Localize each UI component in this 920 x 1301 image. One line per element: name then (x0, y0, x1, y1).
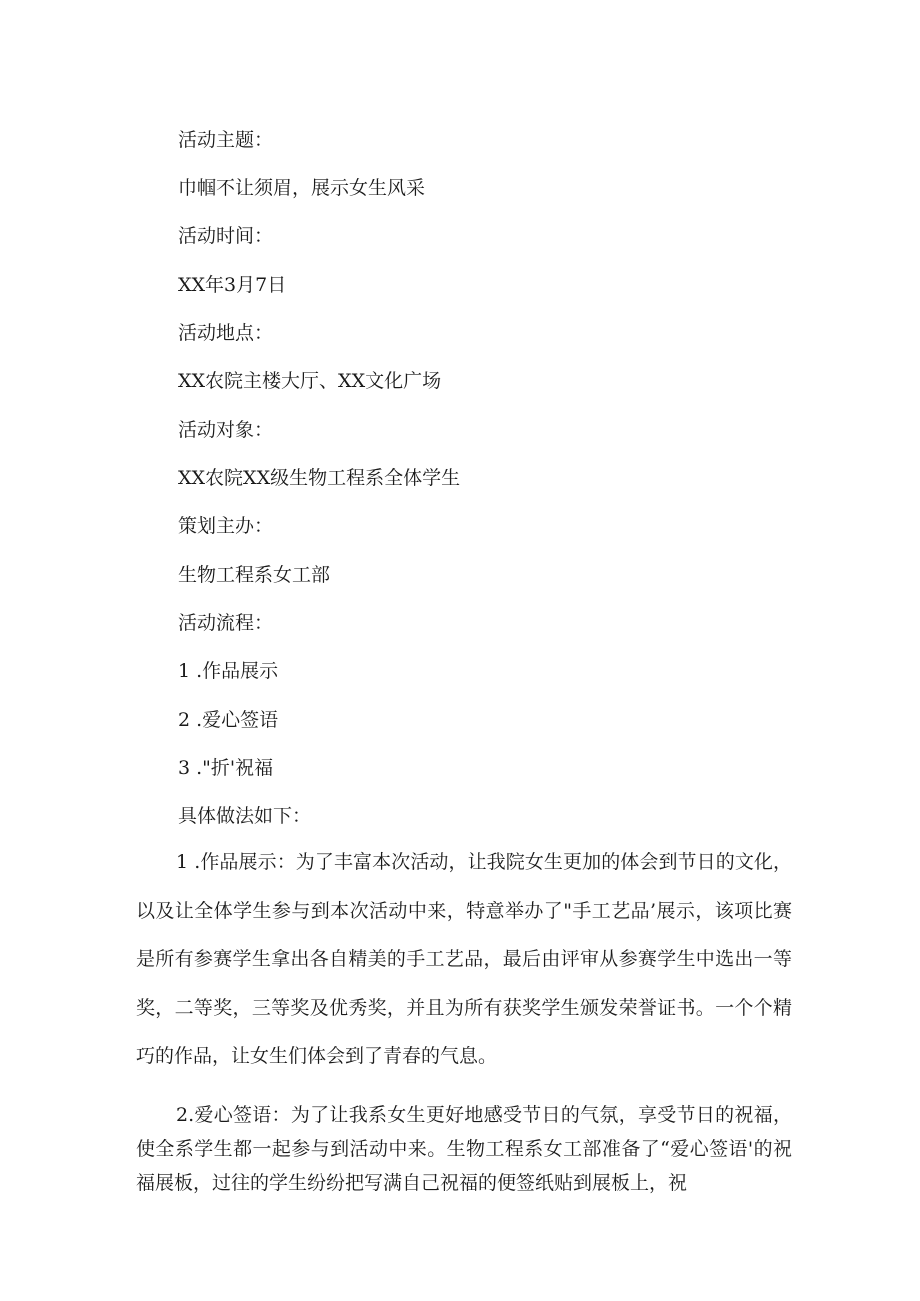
paragraph-signing: 2.爱心签语：为了让我系女生更好地感受节日的气氛，享受节日的祝福，使全系学生都一起参与到活动中来。生物工程系女工部准备了“爱心签语'的祝福展板，过往的学生纷纷把写满自己祝福的便签纸贴到展板上，祝 (136, 1104, 792, 1194)
heading-location: 活动地点： (178, 322, 274, 344)
time-value: XX年3月7日 (178, 274, 287, 296)
process-item-3: 3 ."折'祝福 (178, 757, 274, 779)
process-item-1: 1 .作品展示 (178, 660, 279, 682)
heading-audience: 活动对象： (178, 419, 274, 441)
heading-process: 活动流程： (178, 612, 274, 634)
process-item-2: 2 .爱心签语 (178, 709, 279, 731)
heading-time: 活动时间： (178, 225, 274, 247)
organizer-value: 生物工程系女工部 (178, 564, 331, 586)
heading-organizer: 策划主办： (178, 515, 274, 537)
heading-method: 具体做法如下： (178, 805, 312, 827)
paragraph-showcase: 1 .作品展示：为了丰富本次活动，让我院女生更加的体会到节日的文化，以及让全体学生参与到本次活动中来，特意举办了"手工艺品’展示，该项比赛是所有参赛学生拿出各自精美的手工艺品，最后由评审从参赛学生中选出一等奖，二等奖，三等奖及优秀奖，并且为所有获奖学生颁发荣誉证书。一个个精巧的作品，让女生们体会到了青春的气息。 (136, 851, 792, 1067)
heading-theme: 活动主题： (178, 129, 274, 151)
location-value: XX农院主楼大厅、XX文化广场 (178, 370, 442, 392)
theme-value: 巾帼不让须眉，展示女生风采 (178, 177, 426, 199)
audience-value: XX农院XX级生物工程系全体学生 (178, 467, 461, 489)
